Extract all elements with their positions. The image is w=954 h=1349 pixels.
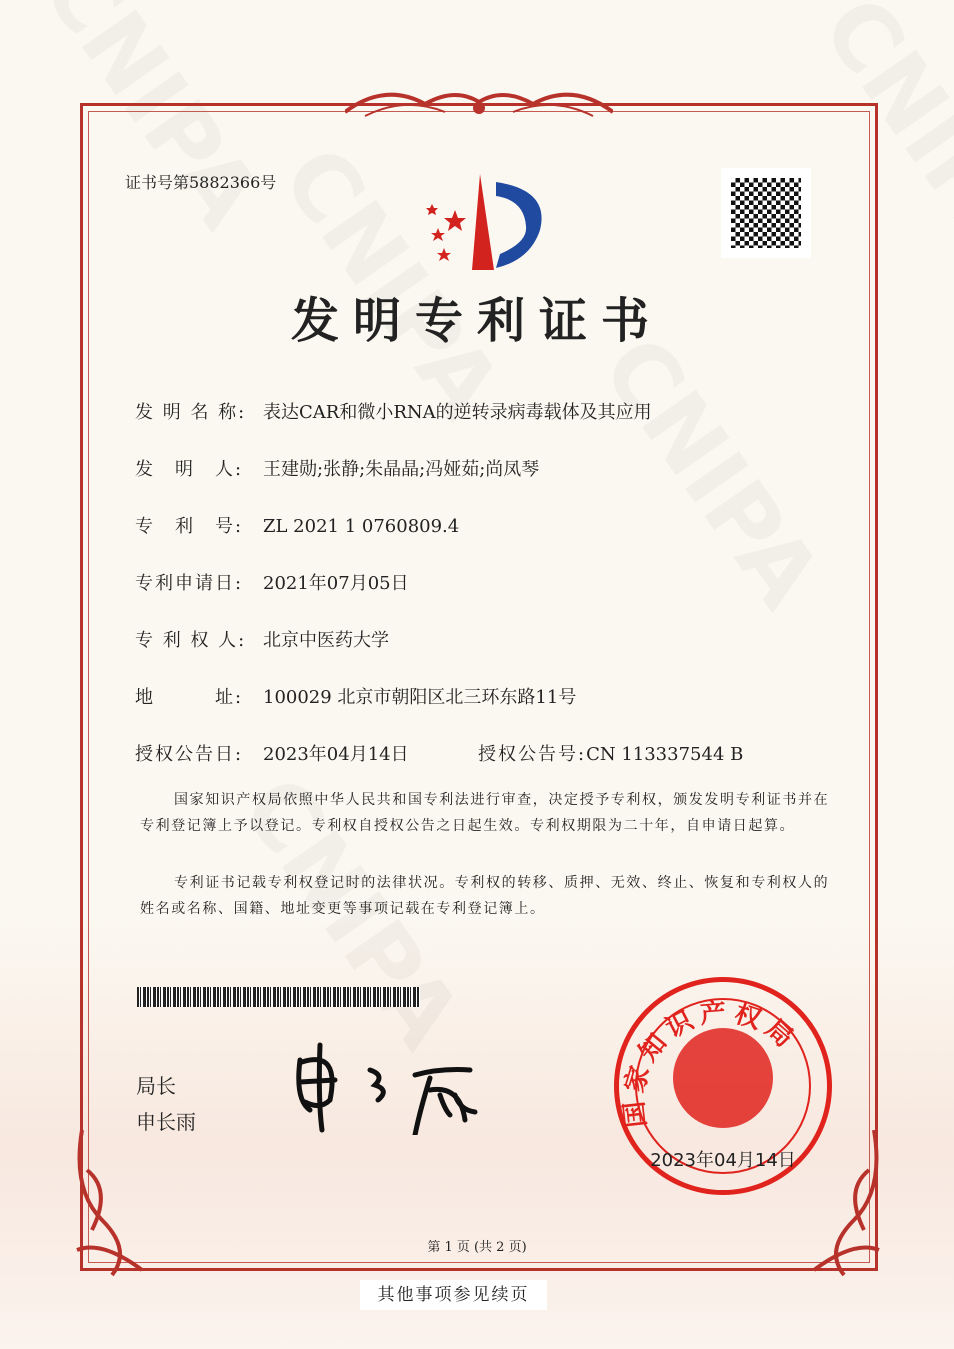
field-label: 授权公告号: xyxy=(478,744,587,765)
field-label: 授权公告日: xyxy=(135,744,244,765)
field-value: ZL 2021 1 0760809.4 xyxy=(263,516,460,537)
cnipa-logo xyxy=(410,170,550,276)
field-value: 100029 北京市朝阳区北三环东路11号 xyxy=(263,687,577,708)
corner-ornament-left xyxy=(72,1130,152,1280)
seal-date: 2023年04月14日 xyxy=(650,1150,796,1171)
qr-code xyxy=(721,168,811,258)
field-value: 表达CAR和微小RNA的逆转录病毒载体及其应用 xyxy=(263,402,652,423)
continued-note: 其他事项参见续页 xyxy=(360,1280,547,1310)
signatory-title: 局长 xyxy=(136,1074,176,1098)
field-patent-number xyxy=(135,512,459,538)
field-application-date xyxy=(135,569,409,595)
page-indicator: 第 1 页 (共 2 页) xyxy=(427,1240,527,1255)
field-label: 专 利 号: xyxy=(135,516,244,537)
legal-status-paragraph: 专利证书记载专利权登记时的法律状况。专利权的转移、质押、无效、终止、恢复和专利权人的姓名或名称、国籍、地址变更等事项记载在专利登记簿上。 xyxy=(140,875,830,917)
field-label: 专利申请日: xyxy=(135,573,244,594)
field-grant-date xyxy=(135,740,409,766)
field-value: 2021年07月05日 xyxy=(263,573,409,594)
field-value: 北京中医药大学 xyxy=(263,630,389,651)
field-value: CN 113337544 B xyxy=(586,744,744,765)
field-patentee xyxy=(135,626,389,652)
signatory-name: 申长雨 xyxy=(136,1110,196,1134)
field-label: 发 明 名 称: xyxy=(135,402,247,423)
svg-text:国家知识产权局: 国家知识产权局 xyxy=(619,997,804,1129)
barcode xyxy=(137,987,420,1007)
field-invention-name xyxy=(135,398,652,424)
page-title: 发明专利证书 xyxy=(290,293,663,349)
handwritten-signature xyxy=(290,1040,490,1135)
field-address xyxy=(135,683,576,709)
field-value: 王建勋;张静;朱晶晶;冯娅茹;尚凤琴 xyxy=(263,459,540,480)
field-label: 发 明 人: xyxy=(135,459,244,480)
field-label: 地 址: xyxy=(135,687,244,708)
field-value: 2023年04月14日 xyxy=(263,744,409,765)
field-announcement-number xyxy=(478,740,743,766)
field-inventors xyxy=(135,455,539,481)
field-label: 专 利 权 人: xyxy=(135,630,247,651)
official-seal xyxy=(614,977,832,1195)
grant-paragraph: 国家知识产权局依照中华人民共和国专利法进行审查，决定授予专利权，颁发发明专利证书并在专利登记簿上予以登记。专利权自授权公告之日起生效。专利权期限为二十年，自申请日起算。 xyxy=(140,792,830,834)
certificate-number: 证书号第5882366号 xyxy=(125,173,277,192)
top-ornament xyxy=(345,82,613,128)
